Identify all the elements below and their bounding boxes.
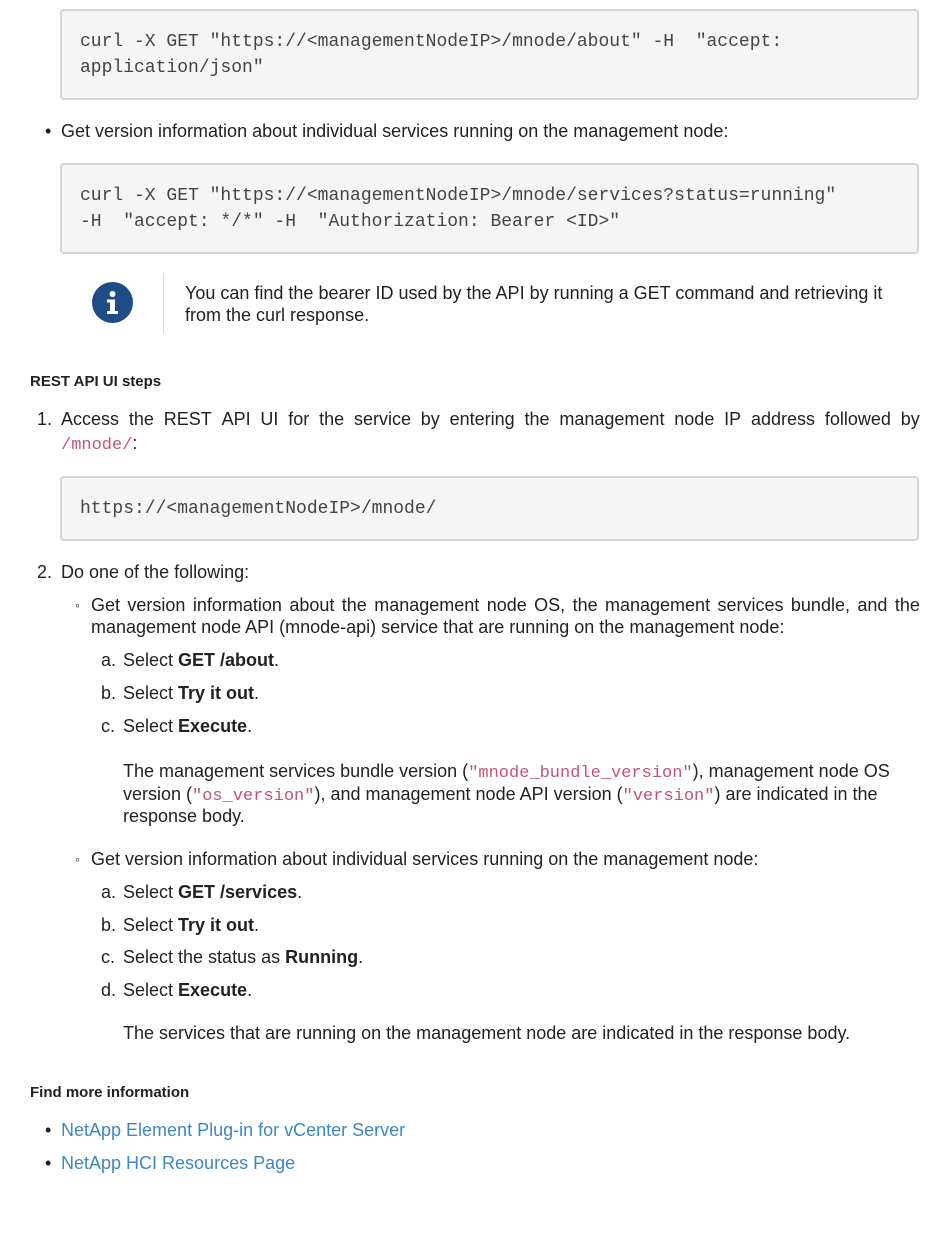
word: UI: [260, 409, 279, 429]
substep-execute: [123, 715, 252, 737]
substep-text: Select: [123, 882, 179, 902]
word: about: [289, 595, 335, 615]
word: IP: [724, 409, 742, 429]
info-icon: [92, 282, 133, 323]
code-block-services-curl[interactable]: [60, 163, 919, 254]
word: the: [894, 595, 920, 615]
substep-text: .: [254, 683, 260, 703]
option-about-line1: [91, 594, 920, 616]
substep-marker: a.: [101, 882, 117, 902]
result-text-part: ), management node OS: [692, 761, 890, 781]
result-services-text: The services that are running on the management node are indicated in the response body.: [123, 1023, 851, 1043]
substep-text: Select the status as: [123, 947, 286, 967]
substep-marker: d.: [101, 980, 117, 1000]
ui-label-running: Running: [285, 947, 359, 967]
word: followed: [824, 409, 891, 429]
substep-execute: [123, 979, 252, 1001]
ui-label-execute: Execute: [178, 980, 248, 1000]
substep-text: Select: [123, 683, 179, 703]
code-block-mnode-url[interactable]: [60, 476, 919, 541]
word: version: [127, 595, 186, 615]
link-hci-resources-page[interactable]: NetApp HCI Resources Page: [61, 1153, 296, 1173]
word: the: [319, 409, 345, 429]
substep-text: .: [274, 650, 280, 670]
substep-text: Select: [123, 650, 179, 670]
option-services-text: Get version information about individual services running on the management node:: [91, 849, 759, 869]
code-line: -H "accept: */*" -H "Authorization: Bearer <ID>": [80, 212, 621, 232]
substep-marker: b.: [101, 915, 117, 935]
word: and: [857, 595, 888, 615]
result-text-part: The management services bundle version (: [123, 761, 469, 781]
step-2-marker: 2.: [37, 562, 53, 582]
substep-text: .: [247, 980, 253, 1000]
substep-marker: b.: [101, 683, 117, 703]
code-line: curl -X GET "https://<managementNodeIP>/mnode/about" -H "accept:: [80, 32, 783, 52]
substep-try-it-out: [123, 914, 259, 936]
substep-marker: a.: [101, 650, 117, 670]
word: management: [605, 595, 711, 615]
substep-text: .: [254, 915, 260, 935]
result-about-line3: response body.: [123, 806, 245, 826]
word: Get: [91, 595, 121, 615]
code-line: curl -X GET "https://<managementNodeIP>/mnode/services?status=running": [80, 186, 837, 206]
word: OS,: [534, 595, 566, 615]
code-line: https://<managementNodeIP>/mnode/: [80, 499, 437, 519]
step-1-text-line1: [61, 408, 920, 430]
result-about-line1: [123, 760, 920, 785]
word: management: [374, 595, 480, 615]
substep-text: Select: [123, 980, 179, 1000]
step-1-marker: 1.: [37, 409, 53, 429]
note-text-line1: You can find the bearer ID used by the API by running a GET command and retrieving it: [185, 283, 883, 303]
word: for: [288, 409, 310, 429]
word: node: [674, 409, 715, 429]
bullet-marker: •: [45, 121, 52, 141]
substep-try-it-out: [123, 682, 259, 704]
result-text-part: ) are indicated in the: [714, 784, 878, 804]
substep-marker: c.: [101, 716, 116, 736]
bullet-marker: •: [45, 1120, 52, 1140]
word: the: [524, 409, 550, 429]
substep-text: Select: [123, 716, 179, 736]
substep-text: .: [358, 947, 364, 967]
link-element-plugin-vcenter[interactable]: NetApp Element Plug-in for vCenter Server: [61, 1120, 406, 1140]
bullet-services-cli-text: Get version information about individual services running on the management node:: [61, 121, 729, 141]
step-1-text-line2: [61, 432, 137, 457]
word: services: [717, 595, 784, 615]
word: entering: [449, 409, 515, 429]
substep-get-about: [123, 649, 279, 671]
substep-text: .: [247, 716, 253, 736]
word: node: [486, 595, 527, 615]
inline-code-os-version: "os_version": [192, 787, 315, 806]
bullet-marker: •: [45, 1153, 52, 1173]
inline-code-bundle-version: "mnode_bundle_version": [468, 764, 693, 783]
section-heading-find-more-information: Find more information: [30, 1084, 190, 1101]
option-about-line2: management node API (mnode-api) service that are running on the management node:: [91, 617, 785, 637]
word: address: [751, 409, 816, 429]
note-text-line2: from the curl response.: [185, 305, 370, 325]
ui-label-get-about: GET /about: [178, 650, 275, 670]
word: service: [353, 409, 411, 429]
word: API: [221, 409, 251, 429]
word: the: [128, 409, 154, 429]
result-text-part: ), and management node API version (: [314, 784, 623, 804]
substep-text: Select: [123, 915, 179, 935]
result-text-part: version (: [123, 784, 193, 804]
ui-label-execute: Execute: [178, 716, 248, 736]
code-block-about-curl[interactable]: [60, 9, 919, 100]
word: bundle,: [790, 595, 850, 615]
substep-status-running: [123, 946, 363, 968]
word: information: [192, 595, 282, 615]
word: the: [341, 595, 367, 615]
sub-bullet-marker: ◦: [75, 851, 80, 867]
sub-bullet-marker: ◦: [75, 597, 80, 613]
code-line: application/json": [80, 58, 264, 78]
result-text: [123, 760, 890, 785]
word: management: [559, 409, 665, 429]
step-1-suffix: :: [132, 433, 138, 453]
word: Access: [61, 409, 120, 429]
word: the: [572, 595, 598, 615]
ui-label-try-it-out: Try it out: [178, 683, 255, 703]
word: by: [420, 409, 440, 429]
substep-get-services: [123, 881, 302, 903]
word: REST: [163, 409, 212, 429]
step-2-text: Do one of the following:: [61, 562, 250, 582]
inline-code-mnode: /mnode/: [61, 436, 133, 455]
substep-marker: c.: [101, 947, 116, 967]
section-heading-rest-api-ui-steps: REST API UI steps: [30, 373, 162, 390]
ui-label-try-it-out: Try it out: [178, 915, 255, 935]
word: by: [900, 409, 920, 429]
substep-text: .: [297, 882, 303, 902]
inline-code-version: "version": [622, 787, 715, 806]
note-divider: [163, 273, 164, 333]
ui-label-get-services: GET /services: [178, 882, 298, 902]
